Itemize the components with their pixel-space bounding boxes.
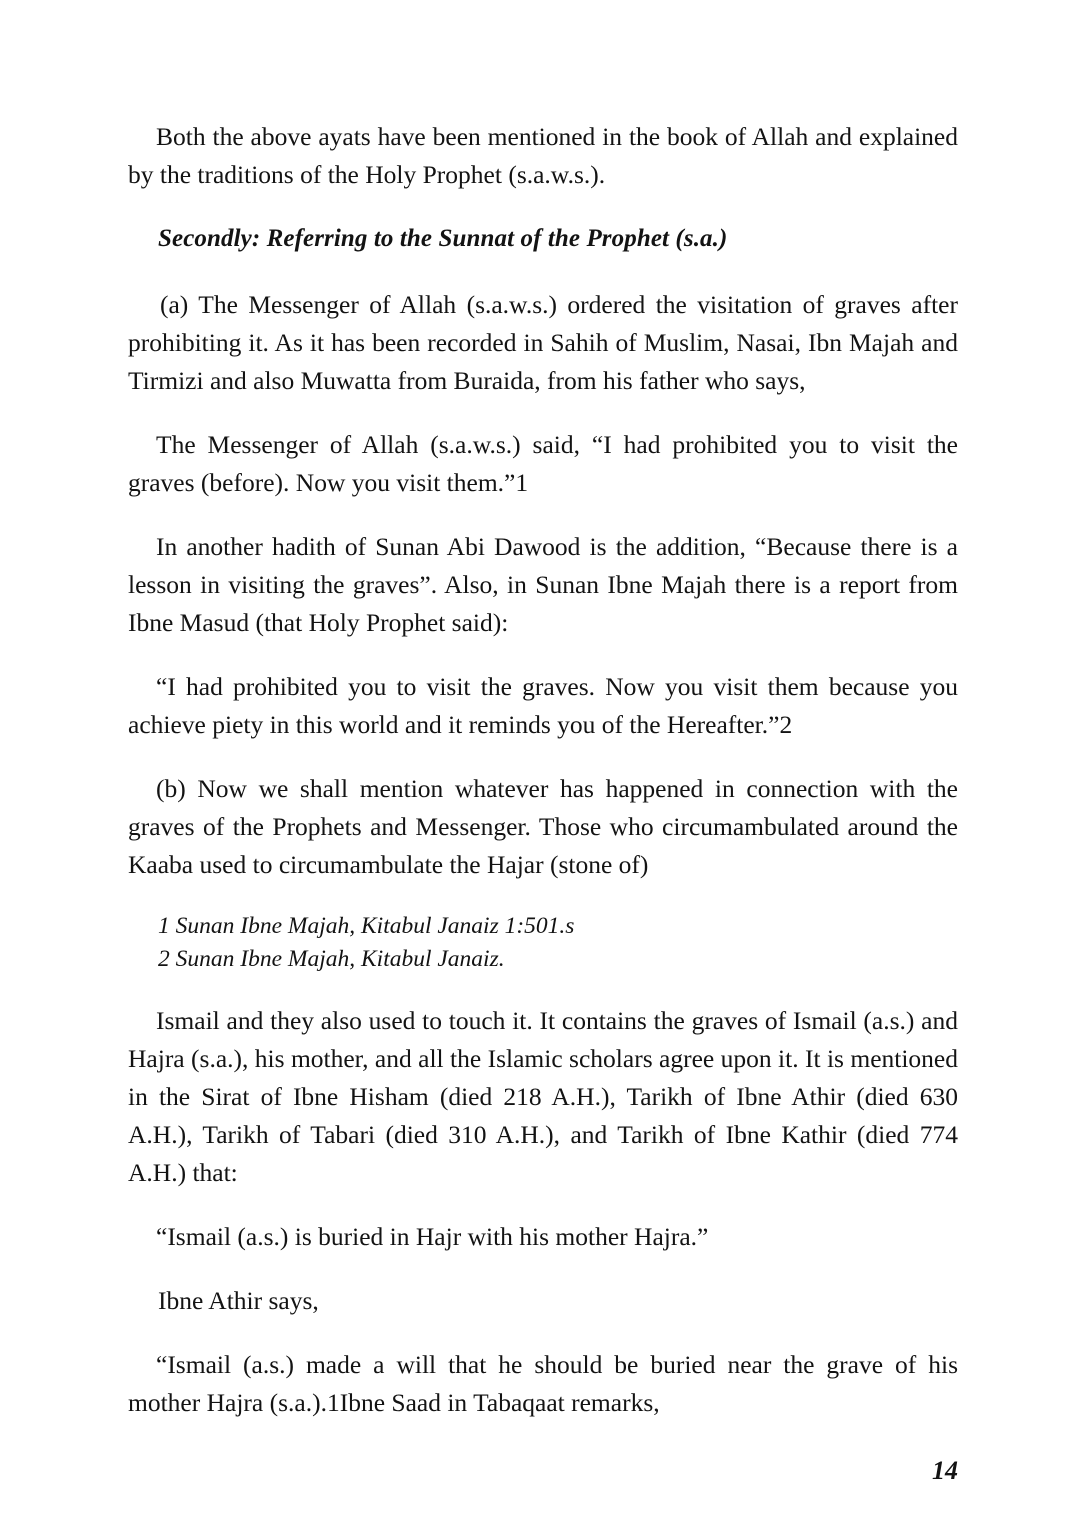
paragraph-another-hadith: In another hadith of Sunan Abi Dawood is the addition, “Because there is a lesson in visiting the graves”. Also, in Sunan Ibne Majah there is a report from Ibne Masud (that Holy Prophet said):	[128, 532, 958, 637]
paragraph-item-a: (a) The Messenger of Allah (s.a.w.s.) ordered the visitation of graves after prohibiting it. As it has been recorded in Sahih of Muslim, Nasai, Ibn Majah and Tirmizi and also Muwatta from Buraida, from his father who says,	[128, 290, 958, 395]
paragraph-quote-piety: “I had prohibited you to visit the graves. Now you visit them because you achieve piety in this world and it reminds you of the Hereafter.”2	[128, 672, 958, 739]
paragraph-ibne-athir-says: Ibne Athir says,	[158, 1286, 319, 1315]
paragraph-buried-in-hajr: “Ismail (a.s.) is buried in Hajr with his mother Hajra.”	[156, 1222, 709, 1251]
paragraph-ismail-will: “Ismail (a.s.) made a will that he should be buried near the grave of his mother Hajra (s.a.).1Ibne Saad in Tabaqaat remarks,	[128, 1350, 958, 1417]
footnote-block	[128, 910, 958, 976]
page-body	[128, 118, 958, 1422]
paragraph-messenger-said: The Messenger of Allah (s.a.w.s.) said, “I had prohibited you to visit the graves (before). Now you visit them.”1	[128, 430, 958, 497]
paragraph-both-ayats: Both the above ayats have been mentioned in the book of Allah and explained by the traditions of the Holy Prophet (s.a.w.s.).	[128, 122, 958, 189]
paragraph-item-b: (b) Now we shall mention whatever has happened in connection with the graves of the Prophets and Messenger. Those who circumambulated around the Kaaba used to circumambulate the Hajar (stone of)	[128, 774, 958, 879]
paragraph-ismail-graves: Ismail and they also used to touch it. It contains the graves of Ismail (a.s.) and Hajra (s.a.), his mother, and all the Islamic scholars agree upon it. It is mentioned in the Sirat of Ibne Hisham (died 218 A.H.), Tarikh of Ibne Athir (died 630 A.H.), Tarikh of Tabari (died 310 A.H.), and Tarikh of Ibne Kathir (died 774 A.H.) that:	[128, 1006, 958, 1187]
page-number: 14	[932, 1456, 958, 1485]
footnote-1: 1 Sunan Ibne Majah, Kitabul Janaiz 1:501.s	[158, 913, 575, 939]
section-heading-secondly: Secondly: Referring to the Sunnat of the Prophet (s.a.)	[158, 225, 728, 252]
footnote-2: 2 Sunan Ibne Majah, Kitabul Janaiz.	[158, 946, 505, 972]
